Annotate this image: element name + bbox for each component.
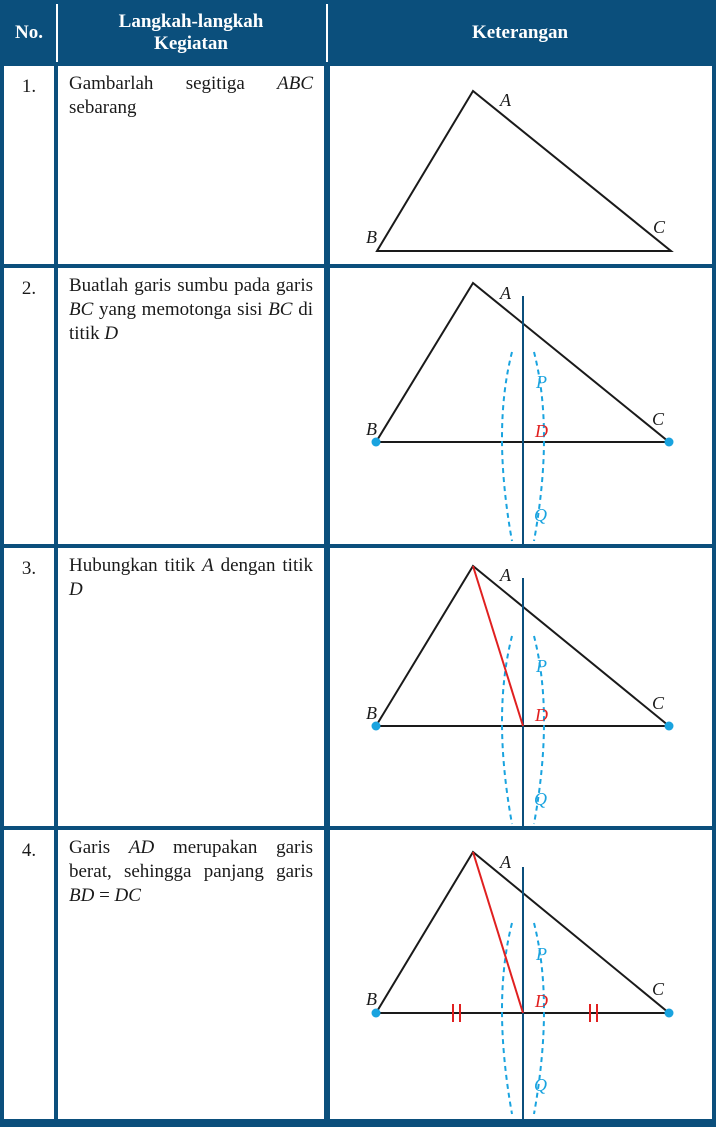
label-b: B xyxy=(366,989,377,1009)
label-d: D xyxy=(535,421,548,441)
label-a: A xyxy=(500,90,511,110)
row2-number xyxy=(4,268,54,544)
triangle-figure-2 xyxy=(330,268,712,544)
header-steps-line2: Kegiatan xyxy=(154,33,228,54)
row1-number xyxy=(4,66,54,264)
row3-number-text: 3. xyxy=(21,558,37,579)
row1-number-text: 1. xyxy=(21,76,37,97)
row2-step xyxy=(58,268,324,544)
point-c xyxy=(665,1009,674,1018)
header-notes xyxy=(328,4,712,62)
label-a: A xyxy=(500,565,511,585)
point-c xyxy=(665,438,674,447)
header-steps-line1: Langkah-langkah xyxy=(118,11,264,33)
label-d: D xyxy=(535,705,548,725)
row4-number-text: 4. xyxy=(21,840,37,861)
label-b: B xyxy=(366,703,377,723)
row3-number xyxy=(4,548,54,826)
row2-number-text: 2. xyxy=(21,278,37,299)
row4-number xyxy=(4,830,54,1119)
header-notes-label: Keterangan xyxy=(471,22,569,44)
triangle-abc xyxy=(377,91,671,251)
row3-step-text: Hubungkan titik A dengan titik D xyxy=(69,555,313,600)
median-ad xyxy=(473,852,523,1013)
row4-figure xyxy=(330,830,712,1119)
label-a: A xyxy=(500,852,511,872)
median-ad xyxy=(473,566,523,726)
header-no-label: No. xyxy=(15,22,43,44)
label-d: D xyxy=(535,991,548,1011)
arc-left xyxy=(502,352,512,541)
label-b: B xyxy=(366,227,377,247)
triangle-figure-4 xyxy=(330,830,712,1119)
point-b xyxy=(372,1009,381,1018)
header-steps xyxy=(58,4,324,62)
label-p: P xyxy=(536,944,547,964)
row4-step xyxy=(58,830,324,1119)
row1-step xyxy=(58,66,324,264)
label-q: Q xyxy=(534,1075,547,1095)
triangle-figure-1 xyxy=(330,66,712,264)
label-p: P xyxy=(536,372,547,392)
row1-step-text: Gambarlah segitiga ABC sebarang xyxy=(69,73,313,118)
label-q: Q xyxy=(534,505,547,525)
row4-step-text: Garis AD merupakan garis berat, sehingga panjang garis BD = DC xyxy=(69,837,314,906)
label-a: A xyxy=(500,283,511,303)
row3-figure xyxy=(330,548,712,826)
row2-figure xyxy=(330,268,712,544)
row3-step xyxy=(58,548,324,826)
label-p: P xyxy=(536,656,547,676)
row2-step-text: Buatlah garis sumbu pada garis BC yang memotonga sisi BC di titik D xyxy=(69,275,313,344)
label-c: C xyxy=(652,979,665,999)
label-c: C xyxy=(652,409,665,429)
row1-figure xyxy=(330,66,712,264)
point-c xyxy=(665,722,674,731)
header-no xyxy=(4,4,54,62)
label-b: B xyxy=(366,419,377,439)
label-c: C xyxy=(652,693,665,713)
triangle-figure-3 xyxy=(330,548,712,826)
label-q: Q xyxy=(534,789,547,809)
label-c: C xyxy=(653,217,666,237)
